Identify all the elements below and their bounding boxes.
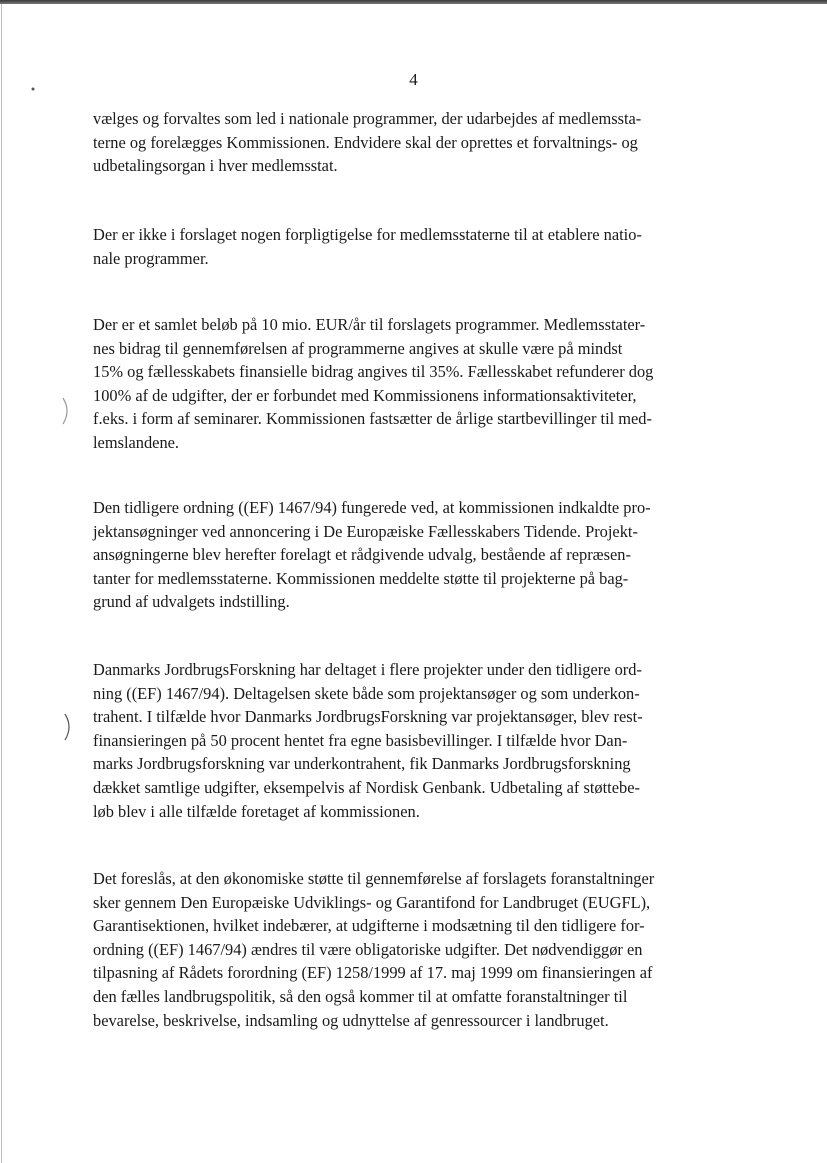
text-line: terne og forelægges Kommissionen. Endvidere skal der oprettes et forvaltnings- og [93,132,638,152]
scan-mark [60,396,74,426]
text-line: 100% af de udgifter, der er forbundet med Kommissionens informationsaktiviteter, [93,385,637,405]
text-line: jektansøgninger ved annoncering i De Europæiske Fællesskabers Tidende. Projekt- [93,521,638,541]
text-line: vælges og forvaltes som led i nationale programmer, der udarbejdes af medlemssta- [93,109,642,128]
text-line: nale programmer. [93,248,209,268]
text-line: tilpasning af Rådets forordning (EF) 1258/1999 af 17. maj 1999 om finansieringen af [93,963,653,983]
text-line: ansøgningerne blev herefter forelagt et rådgivende udvalg, bestående af repræsen- [93,545,631,565]
text-line: finansieringen på 50 procent hentet fra egne basisbevillinger. I tilfælde hvor Dan- [93,730,628,750]
scan-left-edge [1,4,2,1163]
text-line: Den tidligere ordning ((EF) 1467/94) fungerede ved, at kommissionen indkaldte pro- [93,498,651,517]
text-line: løb blev i alle tilfælde foretaget af kommissionen. [93,801,420,821]
paragraph-4 [93,496,743,614]
text-line: bevarelse, beskrivelse, indsamling og udnyttelse af genressourcer i landbruget. [93,1010,609,1030]
scan-dot [30,86,36,92]
text-line: dækket samtlige udgifter, eksempelvis af Nordisk Genbank. Udbetaling af støttebe- [93,777,640,797]
page-number: 4 [409,70,418,89]
text-line: grund af udvalgets indstilling. [93,592,290,612]
text-line: Danmarks JordbrugsForskning har deltaget i flere projekter under den tidligere ord- [93,660,642,679]
paragraph-1 [93,107,743,178]
text-line: trahent. I tilfælde hvor Danmarks JordbrugsForskning var projektansøger, blev rest- [93,707,643,727]
text-line: sker gennem Den Europæiske Udviklings- og Garantifond for Landbruget (EUGFL), [93,892,651,912]
scan-top-edge [0,0,827,4]
text-line: udbetalingsorgan i hver medlemsstat. [93,156,338,176]
text-line: Der er et samlet beløb på 10 mio. EUR/år til forslagets programmer. Medlemsstater- [93,315,646,334]
text-line: f.eks. i form af seminarer. Kommissionen fastsætter de årlige startbevillinger til med- [93,409,652,429]
text-line: nes bidrag til gennemførelsen af programmerne angives at skulle være på mindst [93,338,623,358]
paragraph-5 [93,658,743,823]
text-line: ordning ((EF) 1467/94) ændres til være obligatoriske udgifter. Det nødvendiggør en [93,939,643,959]
text-line: Der er ikke i forslaget nogen forpligtigelse for medlemsstaterne til at etablere natio- [93,225,642,244]
text-line: Det foreslås, at den økonomiske støtte til gennemførelse af forslagets foranstaltninger [93,869,655,888]
text-line: lemslandene. [93,432,180,452]
text-line: 15% og fællesskabets finansielle bidrag angives til 35%. Fællesskabet refunderer dog [93,362,654,382]
paragraph-2 [93,223,743,270]
text-line: ning ((EF) 1467/94). Deltagelsen skete både som projektansøger og som underkon- [93,683,640,703]
text-line: marks Jordbrugsforskning var underkontrahent, fik Danmarks Jordbrugsforskning [93,754,631,774]
paragraph-6 [93,867,743,1032]
text-line: tanter for medlemsstaterne. Kommissionen meddelte støtte til projekterne på bag- [93,568,629,588]
paragraph-3 [93,313,743,455]
text-line: Garantisektionen, hvilket indebærer, at udgifterne i modsætning til den tidligere for- [93,916,645,936]
text-line: den fælles landbrugspolitik, så den også kommer til at omfatte foranstaltninger til [93,986,628,1006]
scan-mark [62,712,76,742]
